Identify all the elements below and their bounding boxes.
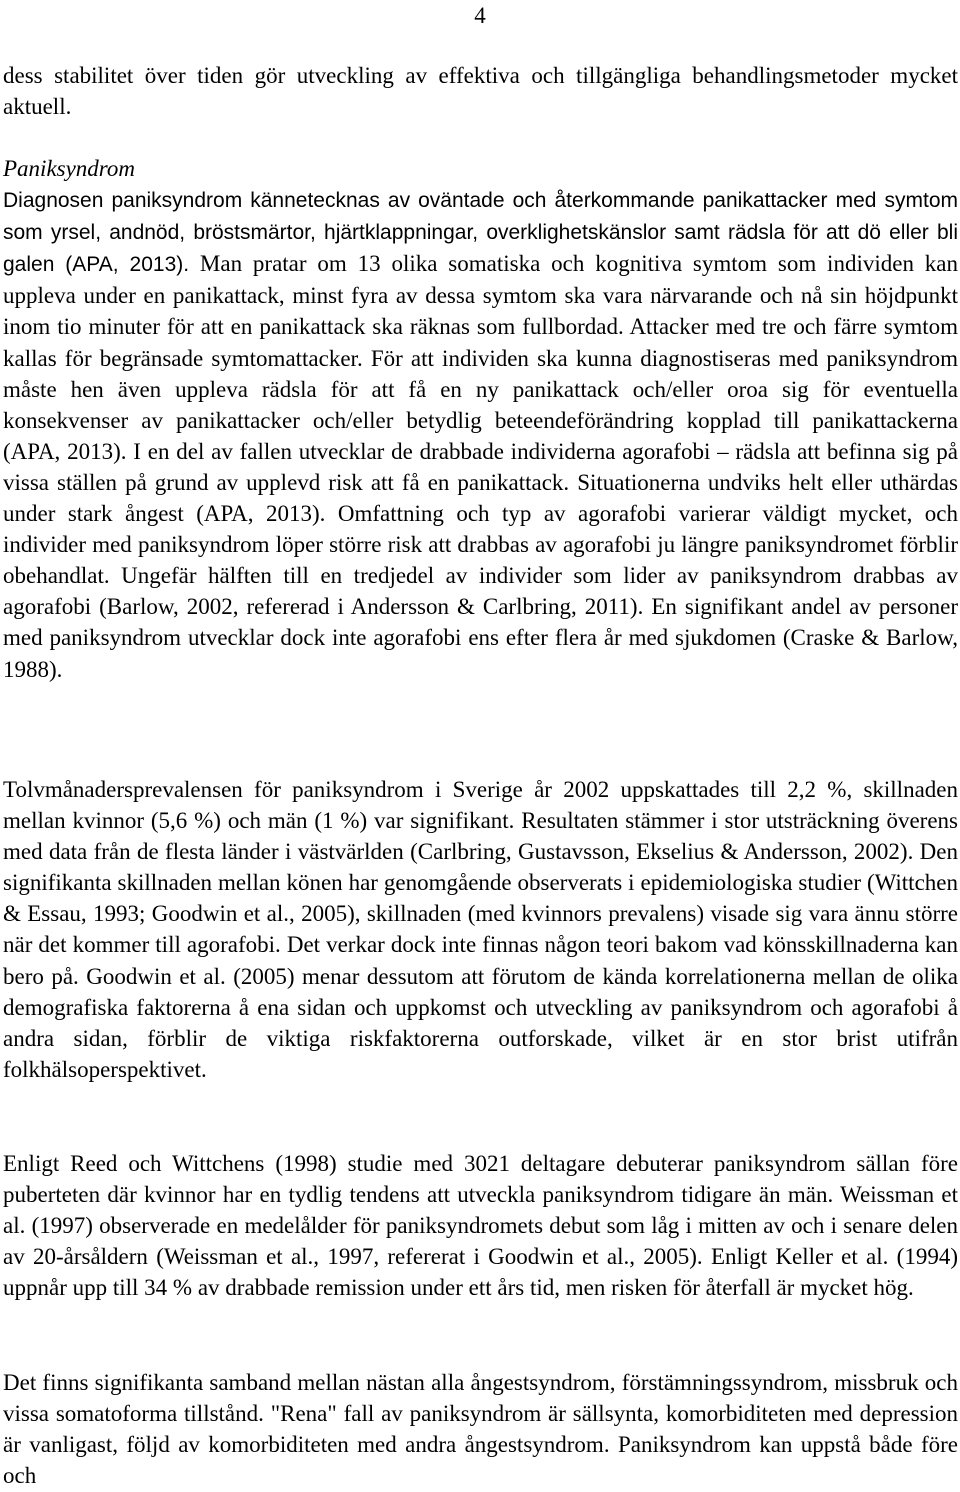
section-heading: Paniksyndrom (3, 156, 136, 181)
paragraph-1-sans-part: Diagnosen paniksyndrom kännetecknas av oväntade och återkommande panikattacker med symtom som yrsel, andnöd, bröstsmärtor, hjärtklappningar, overklighetskänslor samt rädsla för att dö eller bli galen (APA, 2013). (3, 189, 958, 277)
section-paniksyndrom (3, 153, 958, 685)
page-number: 4 (474, 3, 486, 28)
paragraph-1-serif-part: Man pratar om 13 olika somatiska och kognitiva symtom som individen kan uppleva under en panikattack, minst fyra av dessa symtom ska vara närvarande och nå sin höjdpunkt inom tio minuter för att en panikattack ska räknas som fullbordad. Attacker med tre och färre symtom kallas för begränsade symtomattacker. För att individen ska kunna diagnostiseras med paniksyndrom måste hen även uppleva rädsla för att få en ny panikattack och/eller oroa sig för eventuella konsekvenser av panikattacker och/eller betydlig beteendeförändring kopplad till panikattackerna (APA, 2013). I en del av fallen utvecklar de drabbade individerna agorafobi – rädsla att befinna sig på vissa ställen på grund av upplevd risk att få en panikattack. Situationerna undviks helt eller uthärdas under stark ångest (APA, 2013). Omfattning och typ av agorafobi varierar väldigt mycket, och individer med paniksyndrom löper större risk att drabbas av agorafobi ju längre paniksyndromet förblir obehandlat. Ungefär hälften till en tredjedel av individer som lider av paniksyndrom drabbas av agorafobi (Barlow, 2002, refererad i Andersson & Carlbring, 2011). En signifikant andel av personer med paniksyndrom utvecklar dock inte agorafobi ens efter flera år med sjukdomen (Craske & Barlow, 1988). (3, 251, 958, 682)
paragraph-comorbidity: Det finns signifikanta samband mellan nästan alla ångestsyndrom, förstämningssyndrom, missbruk och vissa somatoforma tillstånd. "Rena" fall av paniksyndrom är sällsynta, komorbiditeten med depression är vanligast, följd av komorbiditeten med andra ångestsyndrom. Paniksyndrom kan uppstå både före och (3, 1370, 958, 1489)
paragraph-prevalence: Tolvmånadersprevalensen för paniksyndrom i Sverige år 2002 uppskattades till 2,2 %, skillnaden mellan kvinnor (5,6 %) och män (1 %) var signifikant. Resultaten stämmer i stor utsträckning överens med data från de flesta länder i västvärlden (Carlbring, Gustavsson, Ekselius & Andersson, 2002). Den signifikanta skillnaden mellan könen har genomgående observerats i epidemiologiska studier (Wittchen & Essau, 1993; Goodwin et al., 2005), skillnaden (med kvinnors prevalens) visade sig vara ännu större när det kommer till agorafobi. Det verkar dock inte finnas någon teori bakom vad könsskillnaderna kan bero på. Goodwin et al. (2005) menar dessutom att förutom de kända korrelationerna mellan de olika demografiska faktorerna å ena sidan och uppkomst och utveckling av paniksyndrom och agorafobi å andra sidan, förblir de viktiga riskfaktorerna outforskade, vilket är en stor brist utifrån folkhälsoperspektivet. (3, 777, 958, 1082)
intro-continuation-paragraph: dess stabilitet över tiden gör utveckling av effektiva och tillgängliga behandlingsmetoder mycket aktuell. (3, 63, 958, 120)
paragraph-onset: Enligt Reed och Wittchens (1998) studie med 3021 deltagare debuterar paniksyndrom sällan före puberteten där kvinnor har en tydlig tendens att utveckla paniksyndrom tidigare än män. Weissman et al. (1997) observerade en medelålder för paniksyndromets debut som låg i mitten av och i senare delen av 20-årsåldern (Weissman et al., 1997, refererat i Goodwin et al., 2005). Enligt Keller et al. (1994) uppnår upp till 34 % av drabbade remission under ett års tid, men risken för återfall är mycket hög. (3, 1151, 958, 1301)
